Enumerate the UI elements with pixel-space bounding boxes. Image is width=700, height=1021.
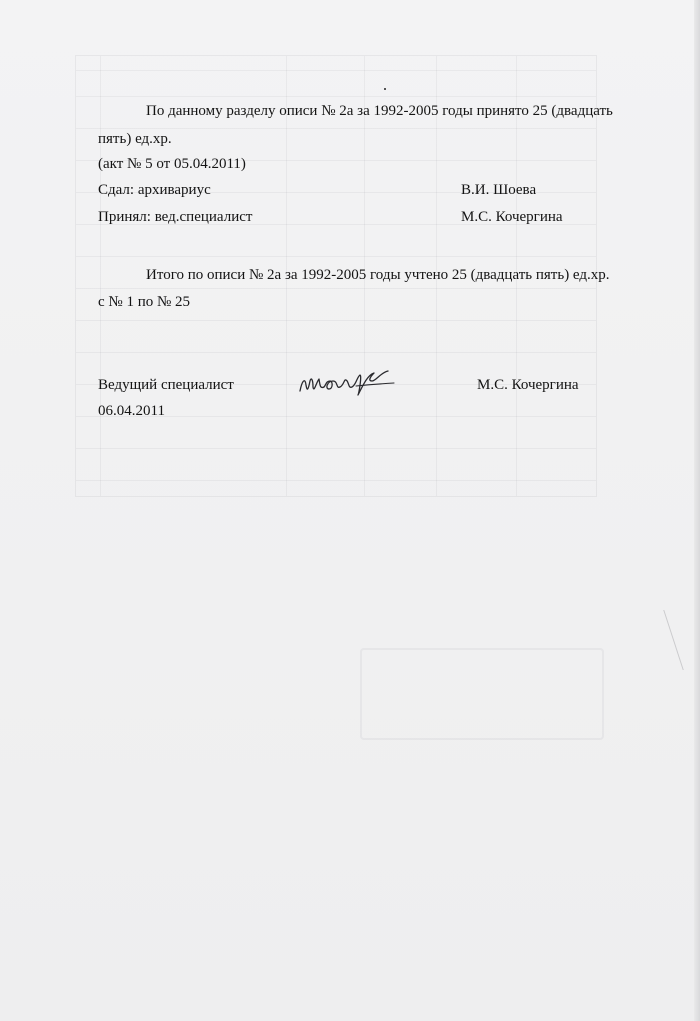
handed-over-name: В.И. Шоева <box>461 182 537 198</box>
handwritten-signature-icon <box>296 367 400 401</box>
paper-edge-shadow <box>694 0 700 1021</box>
total-line-2: с № 1 по № 25 <box>98 294 191 310</box>
lead-specialist-date: 06.04.2011 <box>98 403 165 419</box>
accepted-name: М.С. Кочергина <box>461 209 563 225</box>
total-line-1: Итого по описи № 2а за 1992-2005 годы учтено 25 (двадцать пять) ед.хр. <box>146 267 610 283</box>
act-reference: (акт № 5 от 05.04.2011) <box>98 156 246 172</box>
paragraph-1-line-1: По данному разделу описи № 2а за 1992-2005 годы принято 25 (двадцать <box>146 103 613 119</box>
reverse-side-stamp-show-through <box>360 648 604 740</box>
paragraph-1-line-2: пять) ед.хр. <box>98 131 172 147</box>
ink-dot <box>384 88 386 90</box>
lead-specialist-name: М.С. Кочергина <box>477 377 579 393</box>
handed-over-label: Сдал: архивариус <box>98 182 211 198</box>
lead-specialist-title: Ведущий специалист <box>98 377 234 393</box>
accepted-label: Принял: вед.специалист <box>98 209 253 225</box>
